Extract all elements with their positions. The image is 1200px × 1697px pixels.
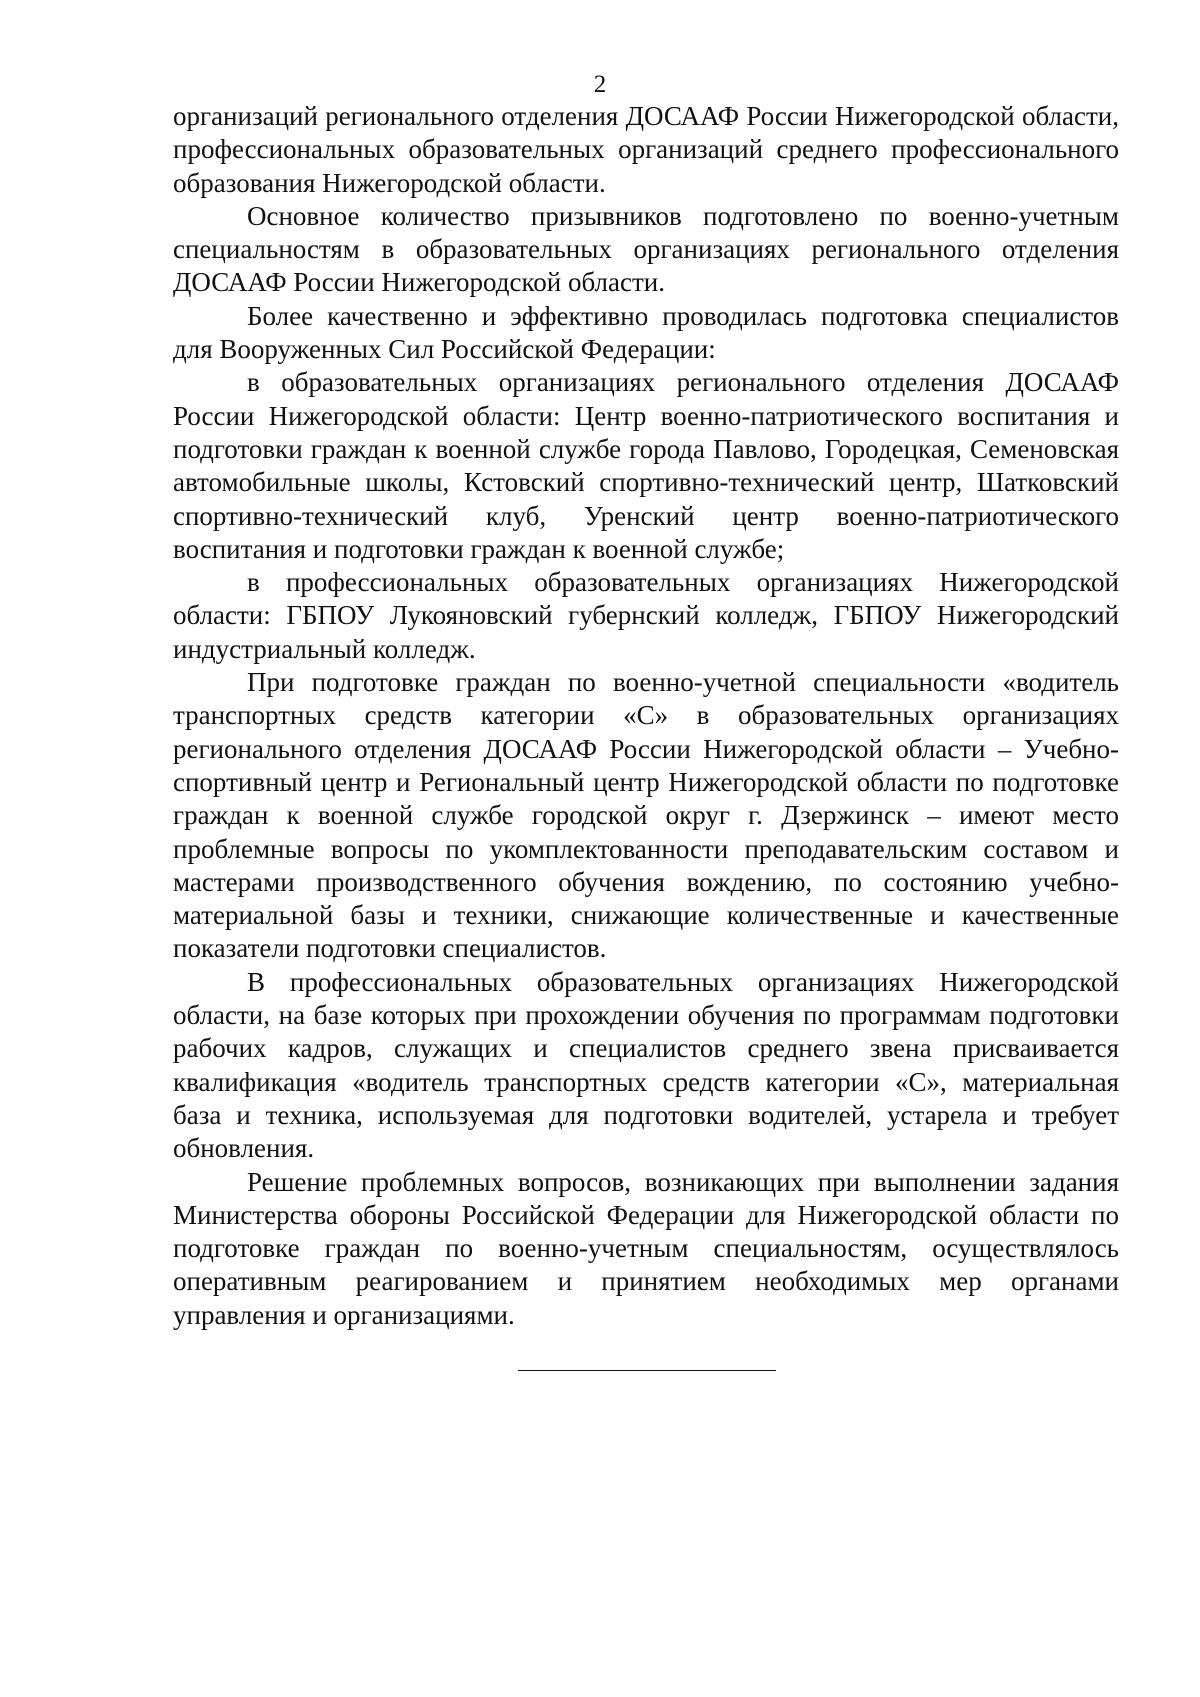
paragraph-continuation: организаций регионального отделения ДОСААФ России Нижегородской области, профессиональных образовательных организаций среднего профессионального образования Нижегородской области. <box>173 101 1119 198</box>
paragraph: в профессиональных образовательных организациях Нижегородской области: ГБПОУ Лукояновский губернский колледж, ГБПОУ Нижегородский индустриальный колледж. <box>173 567 1119 664</box>
page-number: 2 <box>593 71 607 98</box>
paragraph: Основное количество призывников подготовлено по военно-учетным специальностям в образовательных организациях регионального отделения ДОСААФ России Нижегородской области. <box>173 200 1119 298</box>
paragraph: Решение проблемных вопросов, возникающих при выполнении задания Министерства обороны Российской Федерации для Нижегородской области по подготовке граждан по военно-учетным специальностям, осуществлялось оперативным реагированием и принятием необходимых мер органами управления и организациями. <box>173 1166 1119 1330</box>
paragraph: Более качественно и эффективно проводилась подготовка специалистов для Вооруженных Сил Российской Федерации: <box>173 300 1119 365</box>
document-body <box>173 100 1119 1332</box>
end-of-document-rule <box>518 1370 776 1371</box>
paragraph: В профессиональных образовательных организациях Нижегородской области, на базе которых при прохождении обучения по программам подготовки рабочих кадров, служащих и специалистов среднего звена присваивается квалификация «водитель транспортных средств категории «С», материальная база и техника, используемая для подготовки водителей, устарела и требует обновления. <box>173 966 1119 1164</box>
paragraph: в образовательных организациях регионального отделения ДОСААФ России Нижегородской области: Центр военно-патриотического воспитания и подготовки граждан к военной службе города Павлово, Городецкая, Семеновская автомобильные школы, Кстовский спортивно-технический центр, Шатковский спортивно-технический клуб, Уренский центр военно-патриотического воспитания и подготовки граждан к военной службе; <box>173 367 1119 564</box>
paragraph: При подготовке граждан по военно-учетной специальности «водитель транспортных средств категории «С» в образовательных организациях регионального отделения ДОСААФ России Нижегородской области – Учебно-спортивный центр и Региональный центр Нижегородской области по подготовке граждан к военной службе городской округ г. Дзержинск – имеют место проблемные вопросы по укомплектованности преподавательским составом и мастерами производственного обучения вождению, по состоянию учебно-материальной базы и техники, снижающие количественные и качественные показатели подготовки специалистов. <box>173 667 1119 964</box>
